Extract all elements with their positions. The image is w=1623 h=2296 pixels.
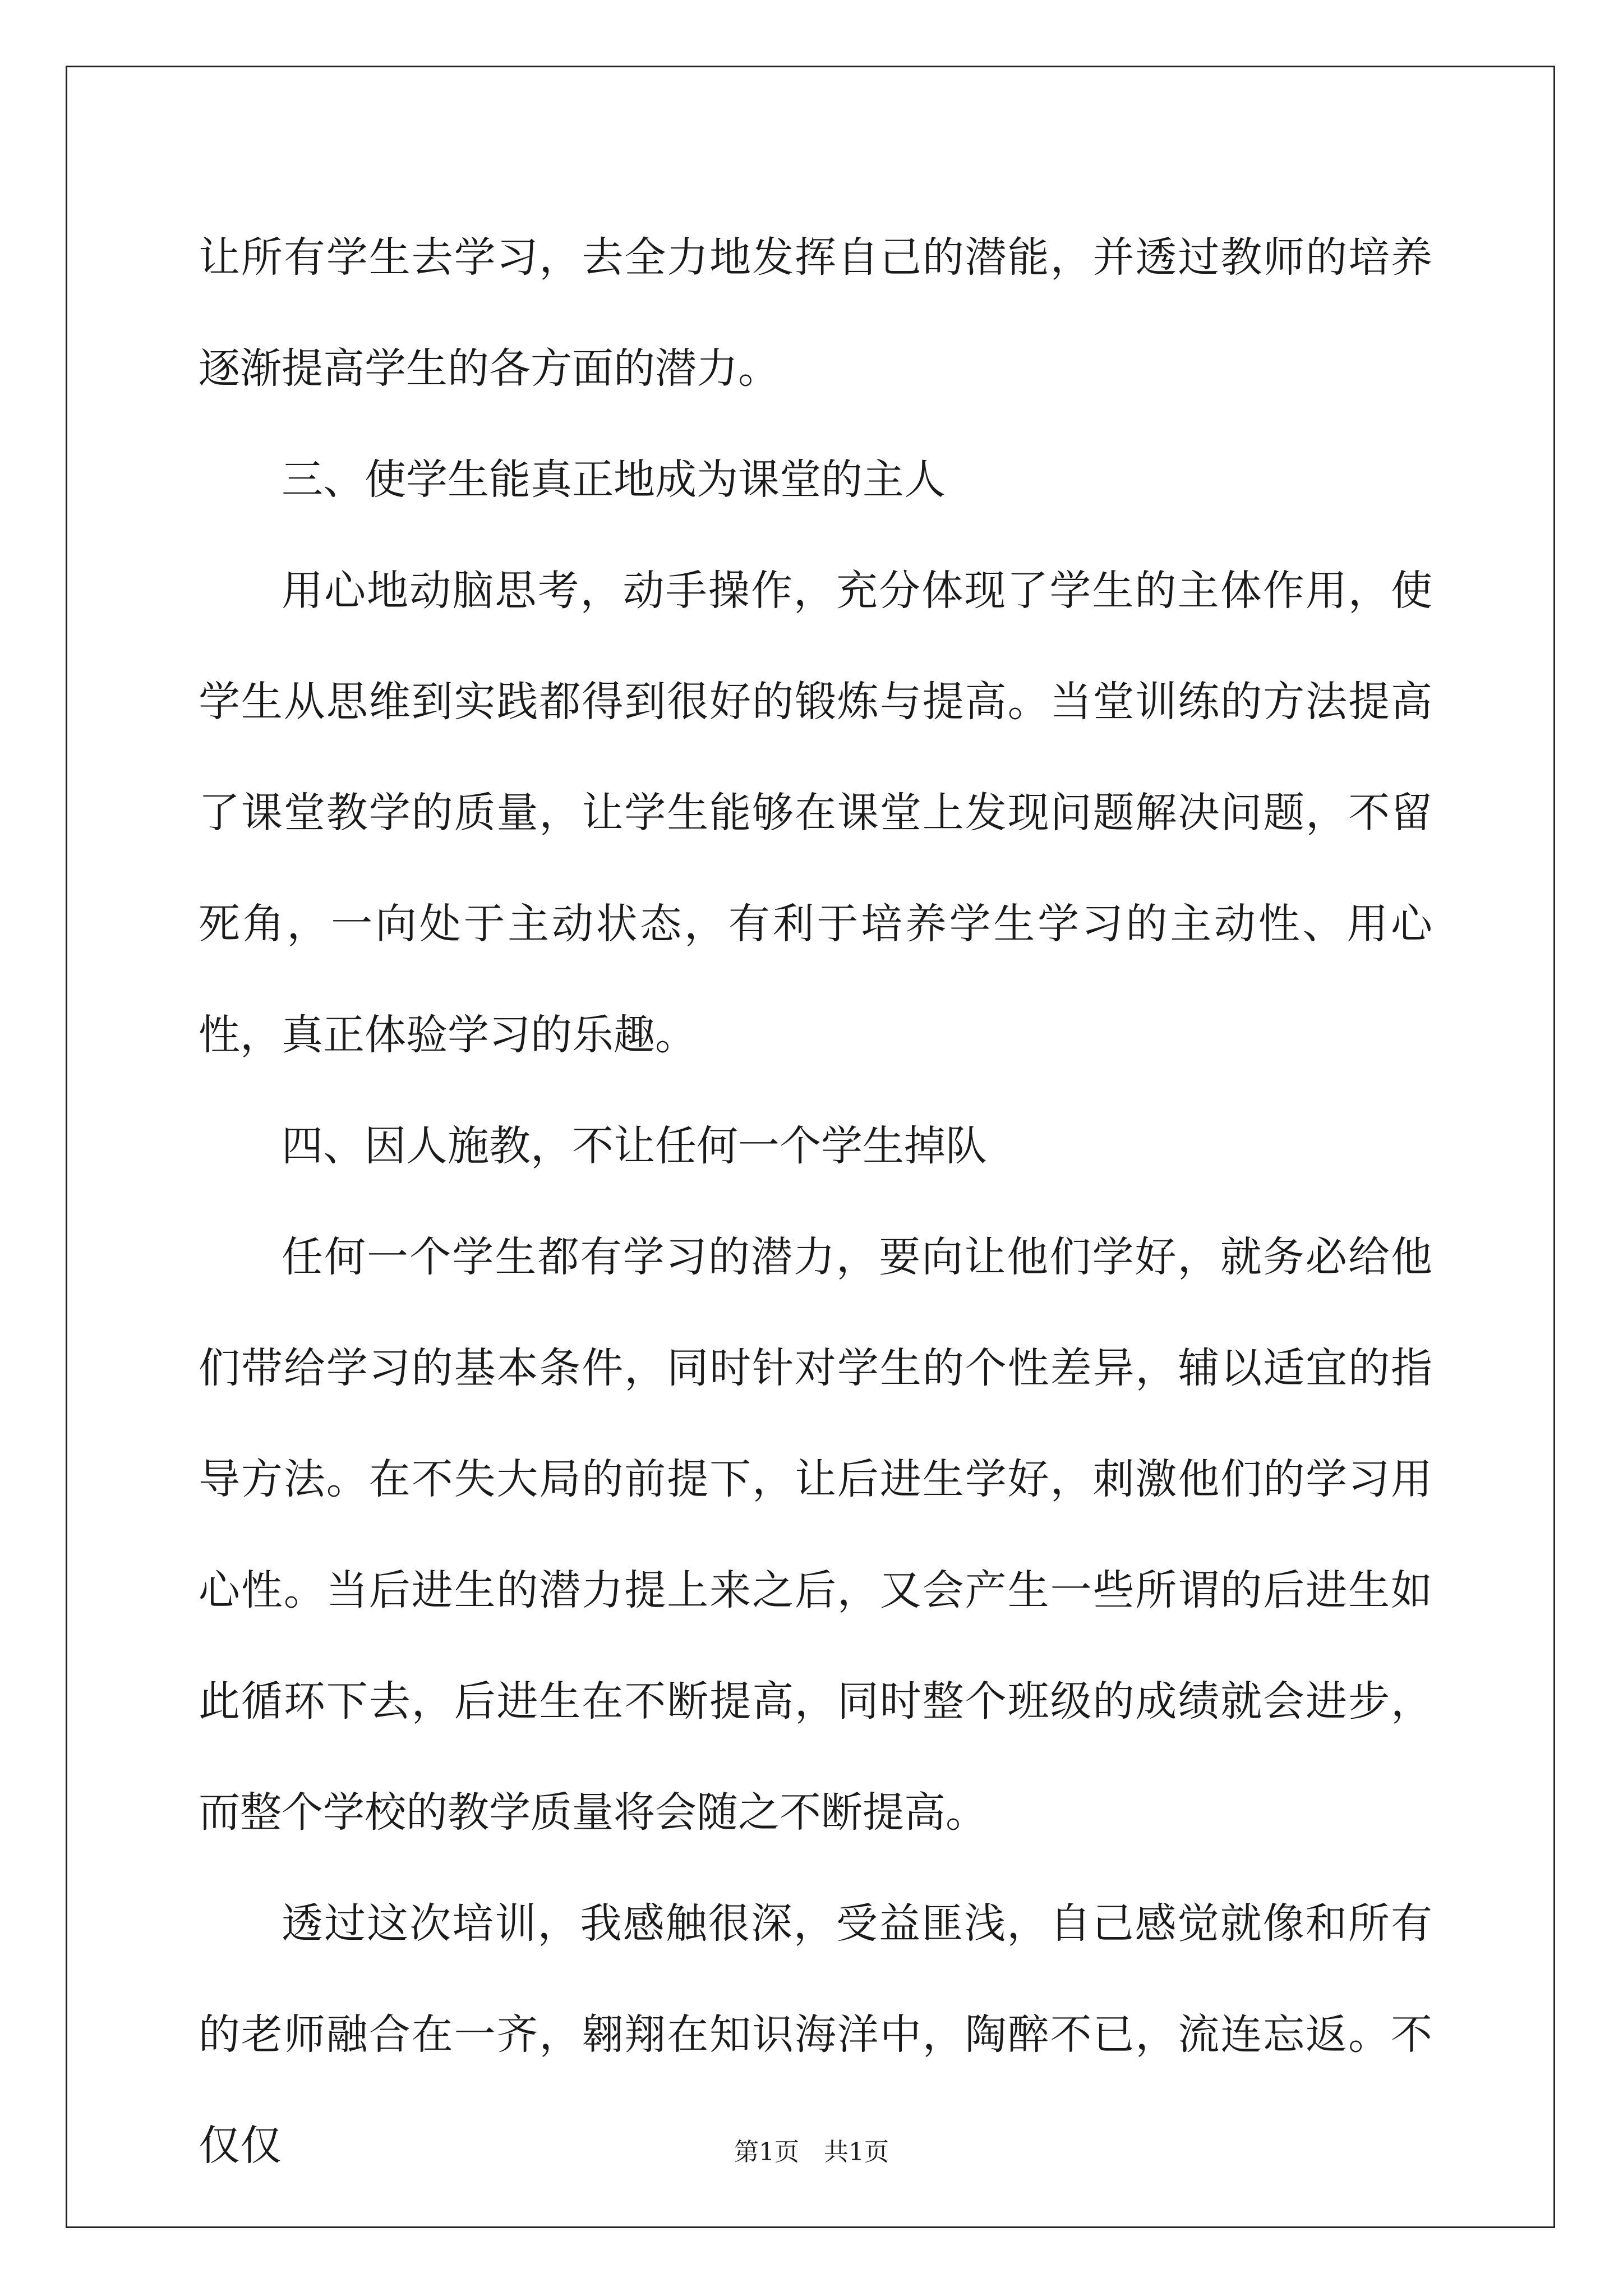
page-total: 共1页 [824,2138,889,2166]
paragraph-continuation: 让所有学生去学习，去全力地发挥自己的潜能，并透过教师的培养逐渐提高学生的各方面的潜力。 [199,233,1432,393]
page-footer [0,2132,1623,2168]
section-heading-3: 三、使学生能真正地成为课堂的主人 [282,455,946,504]
section-heading-4: 四、因人施教，不让任何一个学生掉队 [282,1122,987,1170]
paragraph-body: 透过这次培训，我感触很深，受益匪浅，自己感觉就像和所有的老师融合在一齐，翱翔在知识海洋中，陶醉不已，流连忘返。不仅仅 [199,1899,1432,2170]
document-body [199,202,1432,2201]
paragraph-body: 用心地动脑思考，动手操作，充分体现了学生的主体作用，使学生从思维到实践都得到很好的锻炼与提高。当堂训练的方法提高了课堂教学的质量，让学生能够在课堂上发现问题解决问题，不留死角，一向处于主动状态，有利于培养学生学习的主动性、用心性，真正体验学习的乐趣。 [199,567,1432,1059]
paragraph-body: 任何一个学生都有学习的潜力，要向让他们学好，就务必给他们带给学习的基本条件，同时针对学生的个性差异，辅以适宜的指导方法。在不失大局的前提下，让后进生学好，刺激他们的学习用心性。当后进生的潜力提上来之后，又会产生一些所谓的后进生如此循环下去，后进生在不断提高，同时整个班级的成绩就会进步，而整个学校的教学质量将会随之不断提高。 [199,1233,1432,1837]
page-number: 第1页 [734,2138,799,2166]
